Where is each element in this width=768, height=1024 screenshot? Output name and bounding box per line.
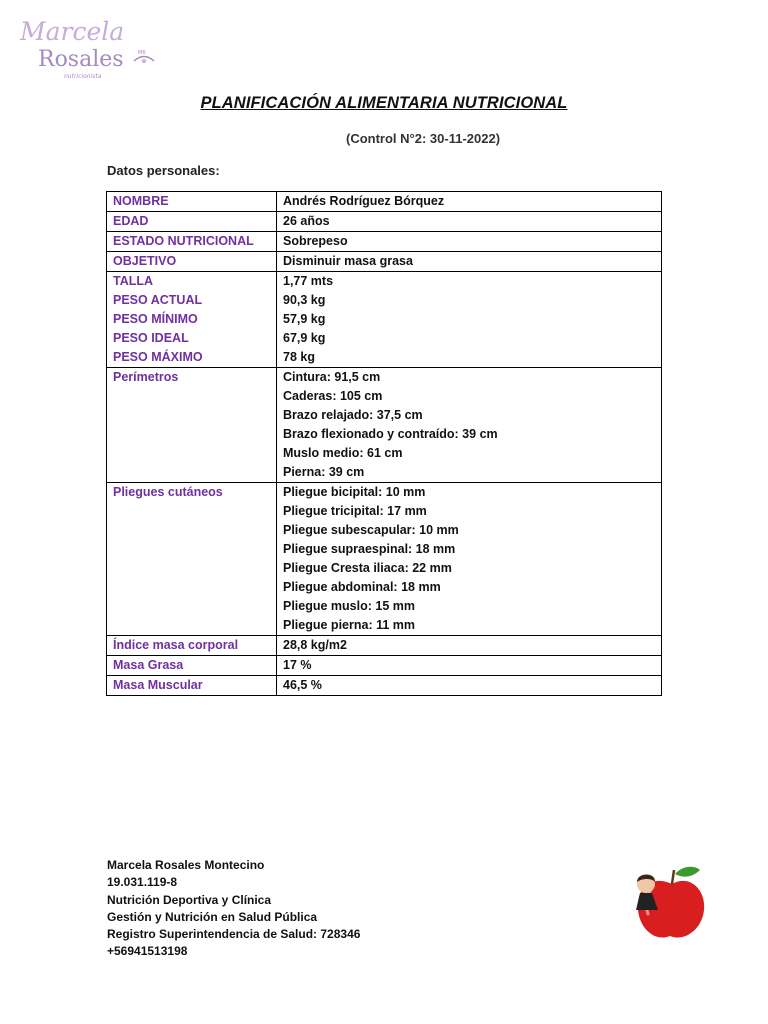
row-value-cell <box>277 272 662 368</box>
row-value: 57,9 kg <box>283 312 326 326</box>
row-value: Pliegue pierna: 11 mm <box>283 618 415 632</box>
row-value: Pliegue bicipital: 10 mm <box>283 485 426 499</box>
row-value-cell <box>277 232 662 252</box>
row-value: 26 años <box>283 214 330 228</box>
row-value: Pierna: 39 cm <box>283 465 365 479</box>
row-label: PESO IDEAL <box>113 331 189 345</box>
control-date: (Control N°2: 30-11-2022) <box>346 131 501 146</box>
row-value-cell <box>277 656 662 676</box>
row-label: Masa Muscular <box>113 678 203 692</box>
row-value: Andrés Rodríguez Bórquez <box>283 194 445 208</box>
row-label: OBJETIVO <box>113 254 177 268</box>
footer-name: Marcela Rosales Montecino <box>107 858 265 872</box>
footer-area: Gestión y Nutrición en Salud Pública <box>107 909 318 924</box>
row-label-cell <box>107 636 277 656</box>
table-row <box>107 232 662 252</box>
row-label-cell <box>107 232 277 252</box>
section-label: Datos personales: <box>107 163 220 178</box>
row-value-cell <box>277 483 662 636</box>
brand-logo <box>18 12 168 82</box>
row-label: EDAD <box>113 214 149 228</box>
table-row <box>107 252 662 272</box>
row-label-cell <box>107 656 277 676</box>
row-label: PESO MÍNIMO <box>113 312 198 326</box>
logo-tag: MR <box>138 50 146 56</box>
personal-data-table <box>106 191 662 696</box>
page-title: PLANIFICACIÓN ALIMENTARIA NUTRICIONAL <box>200 94 568 112</box>
row-value: Pliegue subescapular: 10 mm <box>283 523 459 537</box>
row-label-cell <box>107 212 277 232</box>
row-value: 78 kg <box>283 350 315 364</box>
row-value: Muslo medio: 61 cm <box>283 446 403 460</box>
row-label-cell <box>107 192 277 212</box>
row-label: NOMBRE <box>113 194 169 208</box>
row-label-cell <box>107 483 277 636</box>
row-value: Sobrepeso <box>283 234 348 248</box>
row-value: Pliegue abdominal: 18 mm <box>283 580 441 594</box>
table-row <box>107 656 662 676</box>
row-label: ESTADO NUTRICIONAL <box>113 234 254 248</box>
table-row <box>107 368 662 483</box>
row-value: 46,5 % <box>283 678 322 692</box>
table-row <box>107 483 662 636</box>
row-value: 1,77 mts <box>283 274 334 288</box>
row-value: 67,9 kg <box>283 331 326 345</box>
row-label: PESO ACTUAL <box>113 293 203 307</box>
table-body <box>107 192 662 696</box>
row-value: 90,3 kg <box>283 293 326 307</box>
row-value-cell <box>277 676 662 696</box>
row-label-cell <box>107 368 277 483</box>
row-label: TALLA <box>113 274 154 288</box>
table-row <box>107 212 662 232</box>
row-label-cell <box>107 252 277 272</box>
row-value-cell <box>277 636 662 656</box>
row-value: Pliegue supraespinal: 18 mm <box>283 542 456 556</box>
row-value: Disminuir masa grasa <box>283 254 413 268</box>
row-value: Pliegue muslo: 15 mm <box>283 599 415 613</box>
footer-id: 19.031.119-8 <box>107 875 178 890</box>
footer-registry: Registro Superintendencia de Salud: 728346 <box>107 927 361 942</box>
logo-brand: Rosales <box>38 47 124 72</box>
row-value: 28,8 kg/m2 <box>283 638 347 652</box>
table-row <box>107 636 662 656</box>
row-label: PESO MÁXIMO <box>113 350 203 364</box>
table-row <box>107 192 662 212</box>
row-value: Caderas: 105 cm <box>283 389 383 403</box>
row-value-cell <box>277 212 662 232</box>
row-label: Masa Grasa <box>113 658 184 672</box>
row-label: Perímetros <box>113 370 179 384</box>
row-label-cell <box>107 272 277 368</box>
row-value-cell <box>277 252 662 272</box>
row-value: Brazo relajado: 37,5 cm <box>283 408 423 422</box>
footer-specialty: Nutrición Deportiva y Clínica <box>107 892 272 907</box>
row-label: Índice masa corporal <box>113 638 239 652</box>
row-value-cell <box>277 368 662 483</box>
row-label: Pliegues cutáneos <box>113 485 223 499</box>
row-value: Cintura: 91,5 cm <box>283 370 381 384</box>
row-value: Brazo flexionado y contraído: 39 cm <box>283 427 498 441</box>
row-value-cell <box>277 192 662 212</box>
row-value: 17 % <box>283 658 312 672</box>
table-row <box>107 676 662 696</box>
logo-subtitle: nutricionista <box>64 73 102 80</box>
table-row <box>107 272 662 368</box>
apple-avatar-icon <box>628 862 710 942</box>
footer-phone: +56941513198 <box>107 944 188 959</box>
logo-script-name: Marcela <box>20 17 125 46</box>
signature-block <box>107 857 360 961</box>
row-value: Pliegue Cresta iliaca: 22 mm <box>283 561 452 575</box>
row-label-cell <box>107 676 277 696</box>
row-value: Pliegue tricipital: 17 mm <box>283 504 427 518</box>
